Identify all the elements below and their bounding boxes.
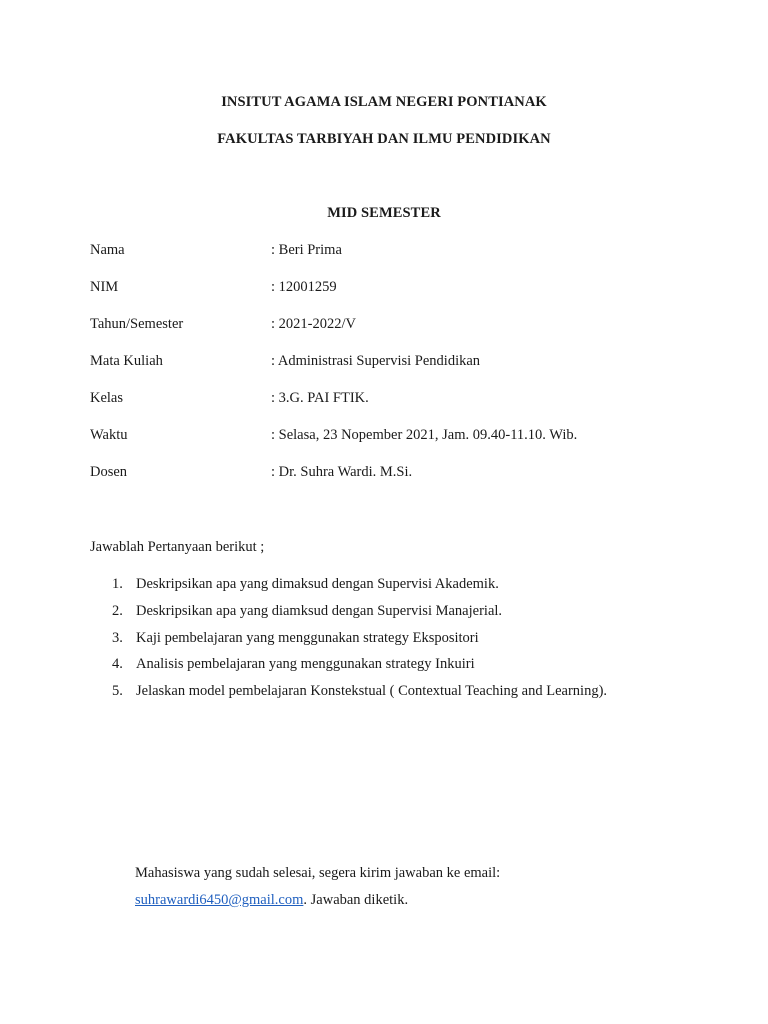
question-item [90, 576, 710, 603]
institution-heading: INSITUT AGAMA ISLAM NEGERI PONTIANAK [221, 94, 547, 110]
info-value: : Dr. Suhra Wardi. M.Si. [271, 464, 413, 480]
question-text: Deskripsikan apa yang dimaksud dengan Supervisi Akademik. [136, 576, 499, 592]
info-value: : Beri Prima [271, 242, 342, 258]
faculty-heading: FAKULTAS TARBIYAH DAN ILMU PENDIDIKAN [217, 131, 551, 147]
info-row-nim [90, 279, 690, 299]
info-label: Dosen [90, 464, 128, 480]
info-value: : 12001259 [271, 279, 337, 295]
question-number: 2. [112, 602, 123, 619]
question-number: 5. [112, 683, 123, 700]
info-row-dosen [90, 464, 690, 484]
info-label: Nama [90, 242, 125, 258]
info-label: Kelas [90, 390, 124, 406]
question-text: Kaji pembelajaran yang menggunakan strategy Ekspositori [136, 629, 479, 646]
question-text: Deskripsikan apa yang diamksud dengan Supervisi Manajerial. [136, 602, 503, 619]
info-row-nama [90, 242, 690, 262]
question-number: 1. [112, 576, 123, 592]
question-list [90, 576, 710, 710]
info-row-kelas [90, 390, 690, 410]
question-number: 3. [112, 629, 123, 646]
info-label: Waktu [90, 427, 128, 443]
info-value: : Selasa, 23 Nopember 2021, Jam. 09.40-11.10. Wib. [271, 427, 578, 443]
info-label: Tahun/Semester [90, 316, 184, 332]
question-item [90, 656, 710, 683]
info-row-waktu [90, 427, 690, 447]
question-text: Jelaskan model pembelajaran Konstekstual ( Contextual Teaching and Learning). [136, 683, 608, 700]
info-value: : 2021-2022/V [271, 316, 356, 332]
email-link[interactable]: suhrawardi6450@gmail.com [135, 892, 304, 908]
question-item [90, 683, 710, 710]
question-text: Analisis pembelajaran yang menggunakan strategy Inkuiri [136, 656, 475, 673]
submission-email-line [135, 892, 408, 909]
question-number: 4. [112, 656, 123, 673]
email-line-suffix: . Jawaban diketik. [303, 892, 409, 908]
info-value: : 3.G. PAI FTIK. [271, 390, 369, 406]
info-row-tahun-semester [90, 316, 690, 336]
question-item [90, 603, 710, 630]
question-item [90, 630, 710, 657]
info-value: : Administrasi Supervisi Pendidikan [271, 353, 481, 369]
info-label: Mata Kuliah [90, 353, 163, 369]
exam-title: MID SEMESTER [327, 205, 441, 221]
info-row-mata-kuliah [90, 353, 690, 373]
instruction-text: Jawablah Pertanyaan berikut ; [90, 539, 265, 555]
submission-instruction: Mahasiswa yang sudah selesai, segera kirim jawaban ke email: [135, 865, 501, 881]
info-label: NIM [90, 279, 119, 295]
